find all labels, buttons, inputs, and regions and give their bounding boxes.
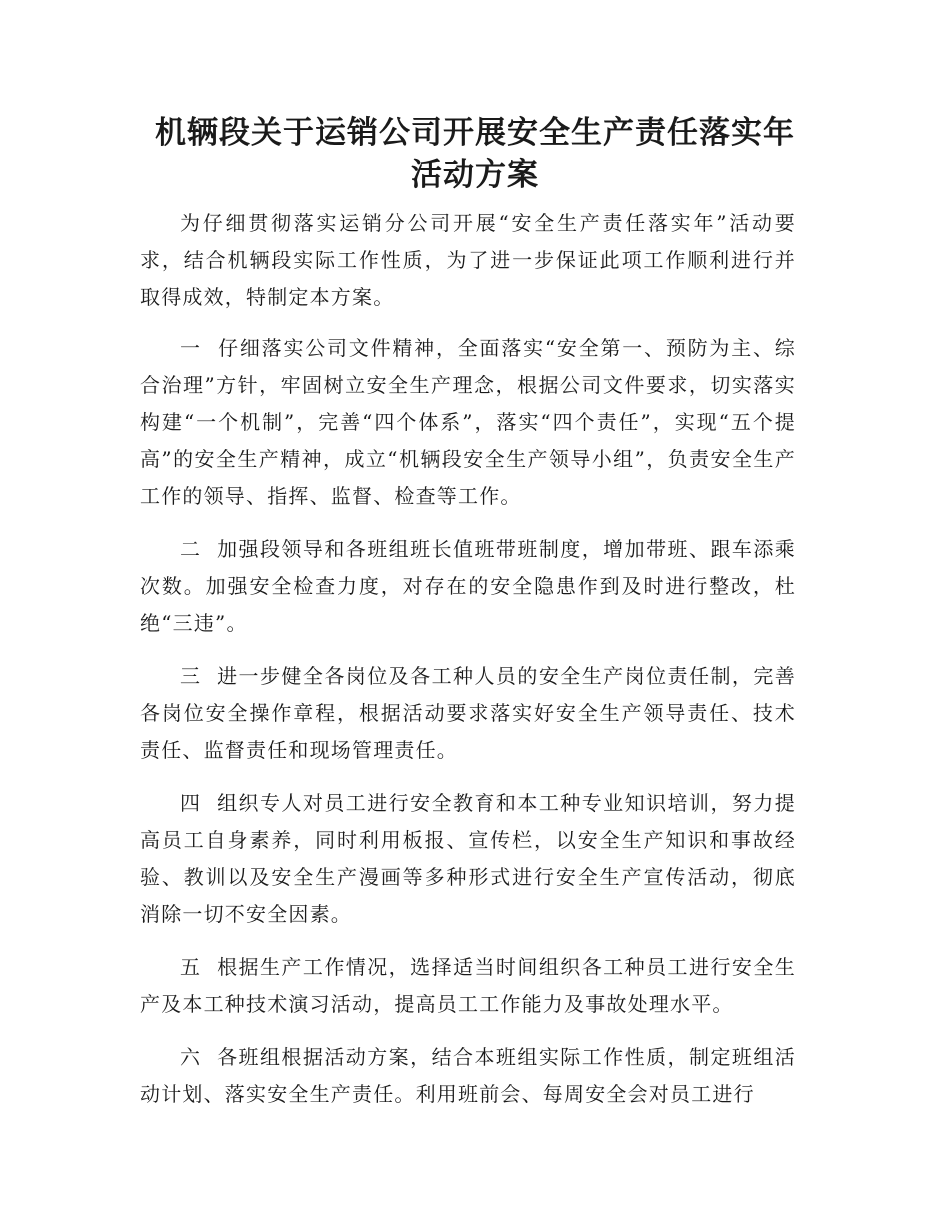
section-3-paragraph: 三 进一步健全各岗位及各工种人员的安全生产岗位责任制，完善各岗位安全操作章程，根据活动要求落实好安全生产领导责任、技术责任、监督责任和现场管理责任。	[140, 664, 796, 762]
section-4-paragraph: 四 组织专人对员工进行安全教育和本工种专业知识培训，努力提高员工自身素养，同时利用板报、宣传栏，以安全生产知识和事故经验、教训以及安全生产漫画等多种形式进行安全生产宣传活动，彻底消除一切不安全因素。	[140, 791, 796, 926]
section-2-paragraph: 二 加强段领导和各班组班长值班带班制度，增加带班、跟车添乘次数。加强安全检查力度，对存在的安全隐患作到及时进行整改，杜绝“三违”。	[140, 537, 796, 635]
document-title: 机辆段关于运销公司开展安全生产责任落实年活动方案	[155, 115, 795, 193]
intro-paragraph: 为仔细贯彻落实运销分公司开展“安全生产责任落实年”活动要求，结合机辆段实际工作性质，为了进一步保证此项工作顺利进行并取得成效，特制定本方案。	[140, 211, 796, 309]
section-5-paragraph: 五 根据生产工作情况，选择适当时间组织各工种员工进行安全生产及本工种技术演习活动，提高员工工作能力及事故处理水平。	[140, 955, 796, 1016]
section-1-paragraph: 一 仔细落实公司文件精神，全面落实“安全第一、预防为主、综合治理”方针，牢固树立安全生产理念，根据公司文件要求，切实落实构建“一个机制”，完善“四个体系”，落实“四个责任”，实现“五个提高”的安全生产精神，成立“机辆段安全生产领导小组”，负责安全生产工作的领导、指挥、监督、检查等工作。	[140, 336, 796, 508]
document-body	[140, 205, 796, 1129]
section-6-paragraph: 六 各班组根据活动方案，结合本班组实际工作性质，制定班组活动计划、落实安全生产责任。利用班前会、每周安全会对员工进行	[140, 1045, 796, 1106]
